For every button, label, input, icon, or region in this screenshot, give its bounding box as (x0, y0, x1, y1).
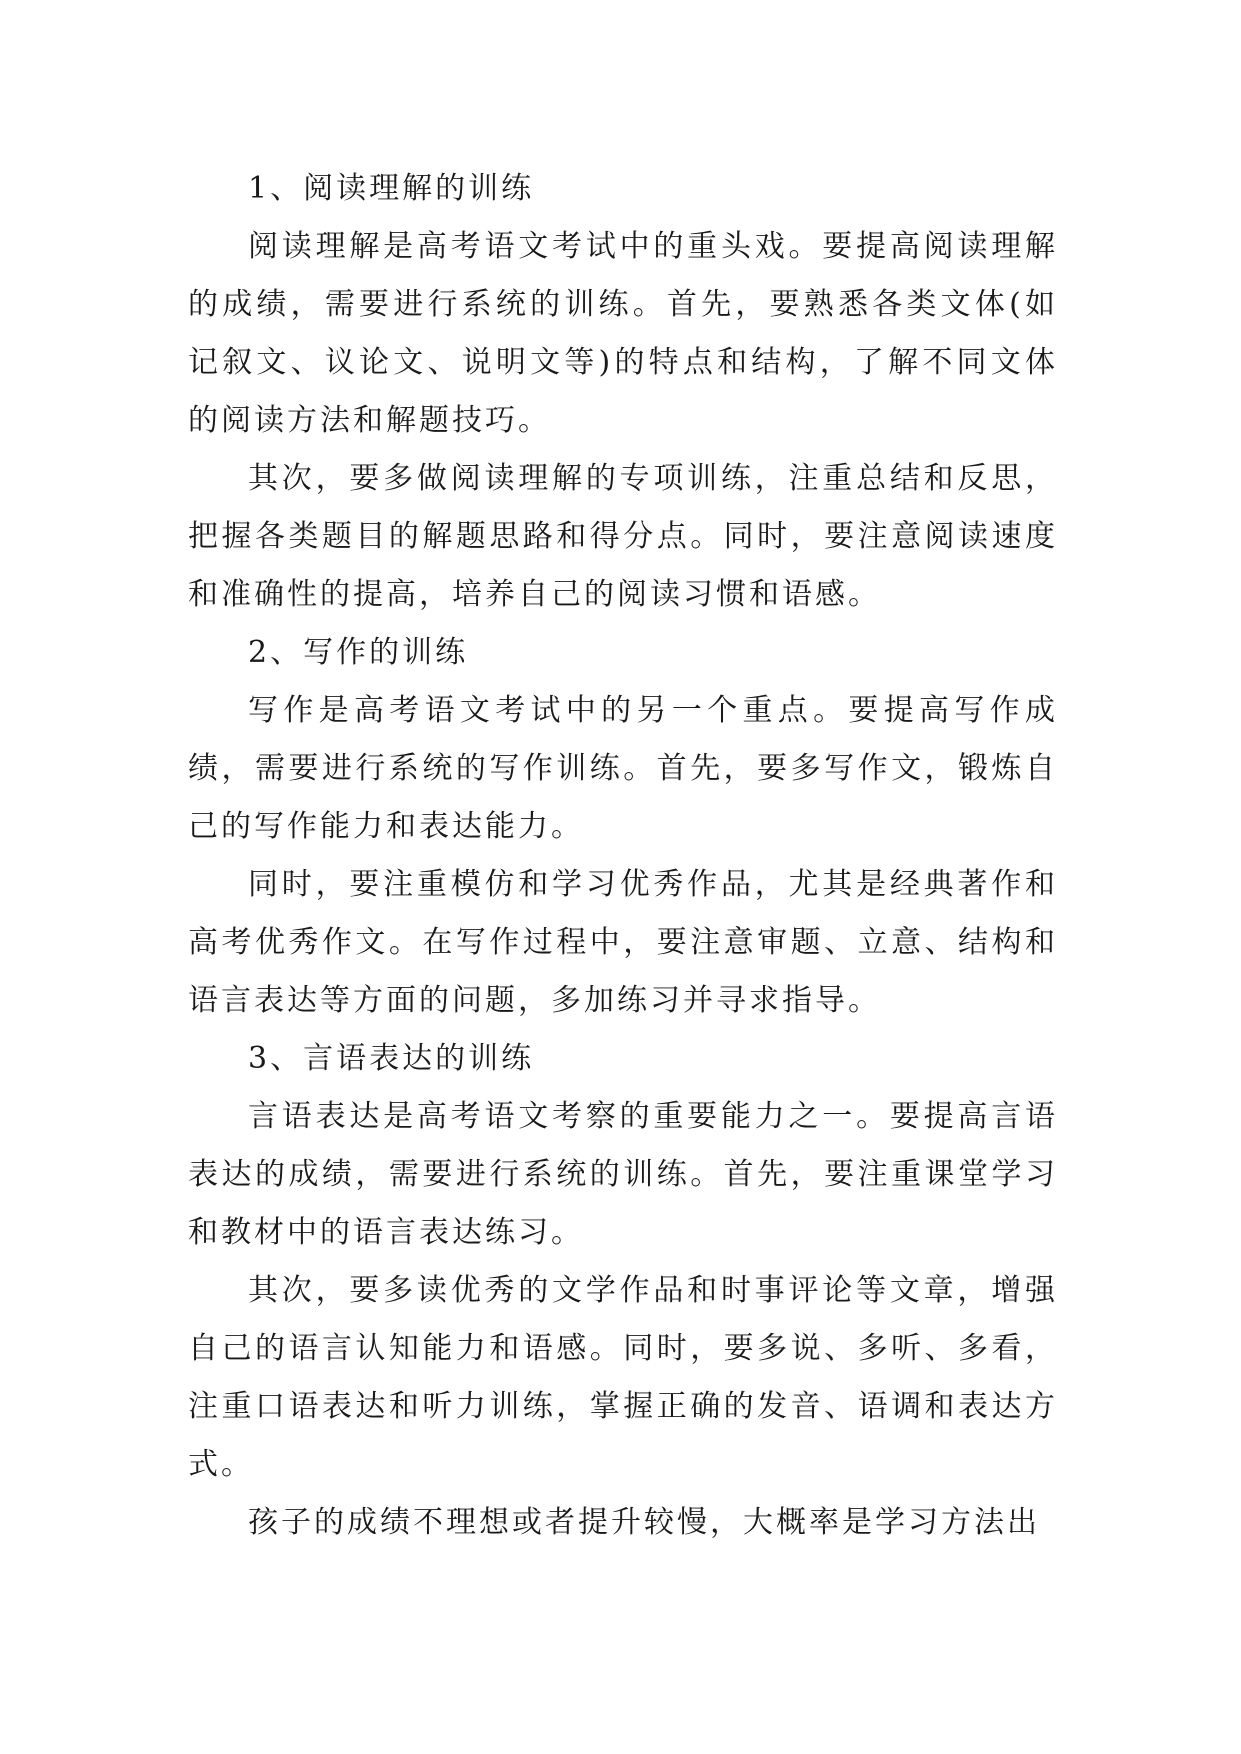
section-1-para-1: 阅读理解是高考语文考试中的重头戏。要提高阅读理解的成绩，需要进行系统的训练。首先，要熟悉各类文体(如记叙文、议论文、说明文等)的特点和结构，了解不同文体的阅读方法和解题技巧。 (188, 229, 1058, 438)
section-2-para-2: 同时，要注重模仿和学习优秀作品，尤其是经典著作和高考优秀作文。在写作过程中，要注意审题、立意、结构和语言表达等方面的问题，多加练习并寻求指导。 (188, 867, 1058, 1018)
section-1-heading: 1、阅读理解的训练 (248, 171, 535, 206)
section-2-heading: 2、写作的训练 (248, 635, 469, 670)
closing-para: 孩子的成绩不理想或者提升较慢，大概率是学习方法出 (248, 1505, 1040, 1540)
section-3-para-1: 言语表达是高考语文考察的重要能力之一。要提高言语表达的成绩，需要进行系统的训练。首先，要注重课堂学习和教材中的语言表达练习。 (188, 1099, 1058, 1250)
section-3-para-2: 其次，要多读优秀的文学作品和时事评论等文章，增强自己的语言认知能力和语感。同时，要多说、多听、多看，注重口语表达和听力训练，掌握正确的发音、语调和表达方式。 (188, 1273, 1058, 1482)
document-body (188, 160, 1058, 1552)
section-3-heading: 3、言语表达的训练 (248, 1041, 535, 1076)
section-2-para-1: 写作是高考语文考试中的另一个重点。要提高写作成绩，需要进行系统的写作训练。首先，要多写作文，锻炼自己的写作能力和表达能力。 (188, 693, 1058, 844)
section-1-para-2: 其次，要多做阅读理解的专项训练，注重总结和反思，把握各类题目的解题思路和得分点。同时，要注意阅读速度和准确性的提高，培养自己的阅读习惯和语感。 (188, 461, 1058, 612)
